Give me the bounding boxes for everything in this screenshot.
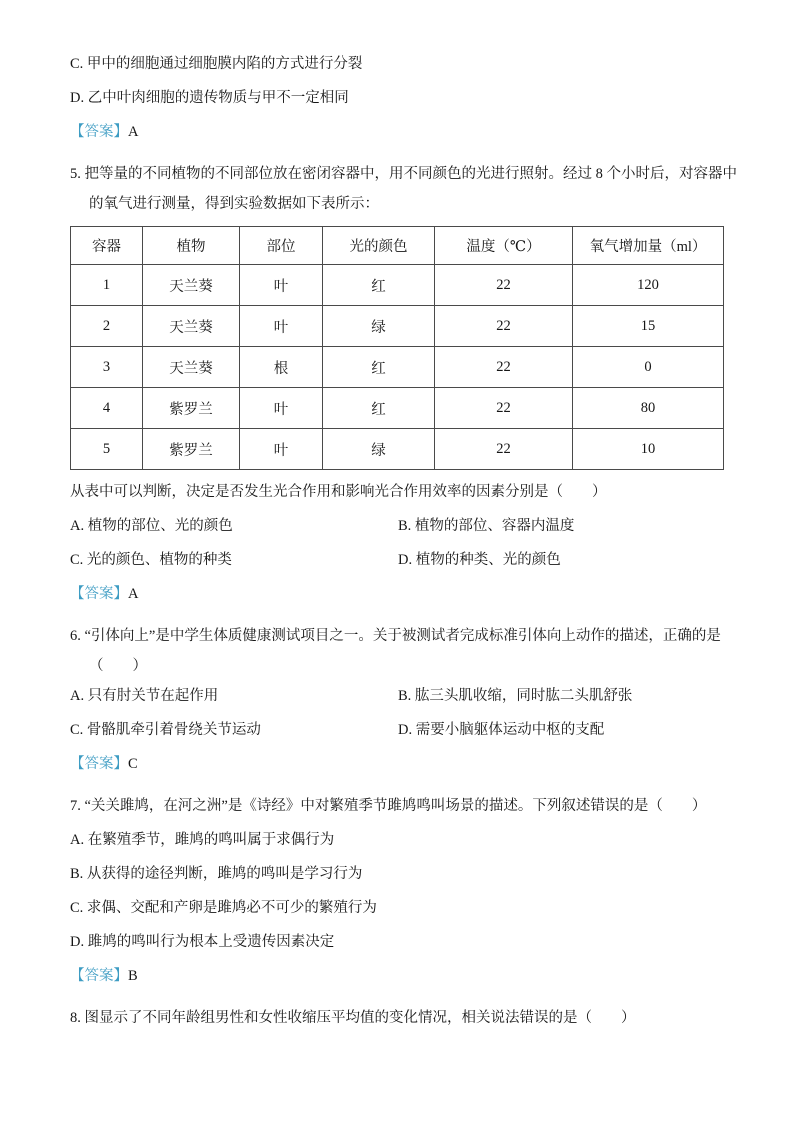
- table-cell: 根: [240, 347, 323, 388]
- table-cell: 天兰葵: [143, 265, 240, 306]
- q7-answer-label: 【答案】: [70, 968, 128, 984]
- table-header-cell: 容器: [71, 227, 143, 265]
- q6-option-d: D. 需要小脑躯体运动中枢的支配: [398, 722, 605, 738]
- table-cell: 叶: [240, 306, 323, 347]
- q5-option-b: B. 植物的部位、容器内温度: [398, 518, 575, 534]
- table-cell: 紫罗兰: [143, 388, 240, 429]
- table-cell: 天兰葵: [143, 306, 240, 347]
- q5-options-row-2: [70, 552, 723, 568]
- q6-option-a: A. 只有肘关节在起作用: [70, 688, 219, 704]
- table-row: [71, 388, 724, 429]
- table-row: [71, 347, 724, 388]
- table-cell: 红: [323, 388, 435, 429]
- table-cell: 绿: [323, 306, 435, 347]
- q6-stem-line1: 6. “引体向上”是中学生体质健康测试项目之一。关于被测试者完成标准引体向上动作的描述，正确的是: [70, 628, 721, 644]
- table-cell: 紫罗兰: [143, 429, 240, 470]
- table-cell: 22: [435, 429, 573, 470]
- table-cell: 红: [323, 265, 435, 306]
- q5-option-d: D. 植物的种类、光的颜色: [398, 552, 561, 568]
- table-header-cell: 温度（℃）: [435, 227, 573, 265]
- table-cell: 22: [435, 265, 573, 306]
- table-cell: 80: [573, 388, 724, 429]
- q5-option-a: A. 植物的部位、光的颜色: [70, 518, 233, 534]
- q5-option-c: C. 光的颜色、植物的种类: [70, 552, 232, 568]
- q5-question: 从表中可以判断，决定是否发生光合作用和影响光合作用效率的因素分别是（ ）: [70, 484, 607, 500]
- table-cell: 22: [435, 306, 573, 347]
- q7-option-d: D. 雎鸠的鸣叫行为根本上受遗传因素决定: [70, 934, 335, 950]
- q7-option-b: B. 从获得的途径判断，雎鸠的鸣叫是学习行为: [70, 866, 363, 882]
- table-cell: 3: [71, 347, 143, 388]
- table-cell: 红: [323, 347, 435, 388]
- q4-answer-label: 【答案】: [70, 124, 128, 140]
- q6-options-row-1: [70, 688, 723, 704]
- q7-answer-value: B: [128, 968, 138, 984]
- table-header-cell: 光的颜色: [323, 227, 435, 265]
- table-cell: 120: [573, 265, 724, 306]
- q5-data-table: [70, 226, 724, 470]
- q4-option-c: C. 甲中的细胞通过细胞膜内陷的方式进行分裂: [70, 56, 363, 72]
- table-cell: 5: [71, 429, 143, 470]
- table-cell: 2: [71, 306, 143, 347]
- table-cell: 22: [435, 388, 573, 429]
- table-header-row: [71, 227, 724, 265]
- q5-stem-line2: 的氧气进行测量，得到实验数据如下表所示：: [89, 196, 379, 212]
- table-cell: 1: [71, 265, 143, 306]
- table-cell: 15: [573, 306, 724, 347]
- table-cell: 0: [573, 347, 724, 388]
- table-header-cell: 氧气增加量（ml）: [573, 227, 724, 265]
- q7-option-a: A. 在繁殖季节，雎鸠的鸣叫属于求偶行为: [70, 832, 335, 848]
- q7-stem: 7. “关关雎鸠，在河之洲”是《诗经》中对繁殖季节雎鸠鸣叫场景的描述。下列叙述错误的是（ ）: [70, 798, 707, 814]
- q6-option-c: C. 骨骼肌牵引着骨绕关节运动: [70, 722, 261, 738]
- q6-answer-value: C: [128, 756, 138, 772]
- q4-option-d: D. 乙中叶肉细胞的遗传物质与甲不一定相同: [70, 90, 349, 106]
- table-row: [71, 306, 724, 347]
- q5-answer-label: 【答案】: [70, 586, 128, 602]
- q6-option-b: B. 肱三头肌收缩，同时肱二头肌舒张: [398, 688, 633, 704]
- table-cell: 绿: [323, 429, 435, 470]
- table-cell: 天兰葵: [143, 347, 240, 388]
- q6-answer-line: [70, 756, 723, 772]
- q6-options-row-2: [70, 722, 723, 738]
- table-cell: 叶: [240, 388, 323, 429]
- table-cell: 叶: [240, 265, 323, 306]
- table-cell: 4: [71, 388, 143, 429]
- q5-answer-value: A: [128, 586, 139, 602]
- q7-answer-line: [70, 968, 723, 984]
- table-cell: 10: [573, 429, 724, 470]
- q5-stem-line1: 5. 把等量的不同植物的不同部位放在密闭容器中，用不同颜色的光进行照射。经过 8 个小时后，对容器中: [70, 166, 737, 182]
- table-header-cell: 部位: [240, 227, 323, 265]
- q5-options-row-1: [70, 518, 723, 534]
- table-row: [71, 429, 724, 470]
- q6-answer-label: 【答案】: [70, 756, 128, 772]
- table-cell: 22: [435, 347, 573, 388]
- table-header-cell: 植物: [143, 227, 240, 265]
- q8-stem: 8. 图显示了不同年龄组男性和女性收缩压平均值的变化情况，相关说法错误的是（ ）: [70, 1010, 636, 1026]
- q4-answer-value: A: [128, 124, 139, 140]
- q4-answer-line: [70, 124, 723, 140]
- q7-option-c: C. 求偶、交配和产卵是雎鸠必不可少的繁殖行为: [70, 900, 377, 916]
- q5-answer-line: [70, 586, 723, 602]
- table-cell: 叶: [240, 429, 323, 470]
- q6-stem-line2: （ ）: [89, 658, 147, 674]
- table-row: [71, 265, 724, 306]
